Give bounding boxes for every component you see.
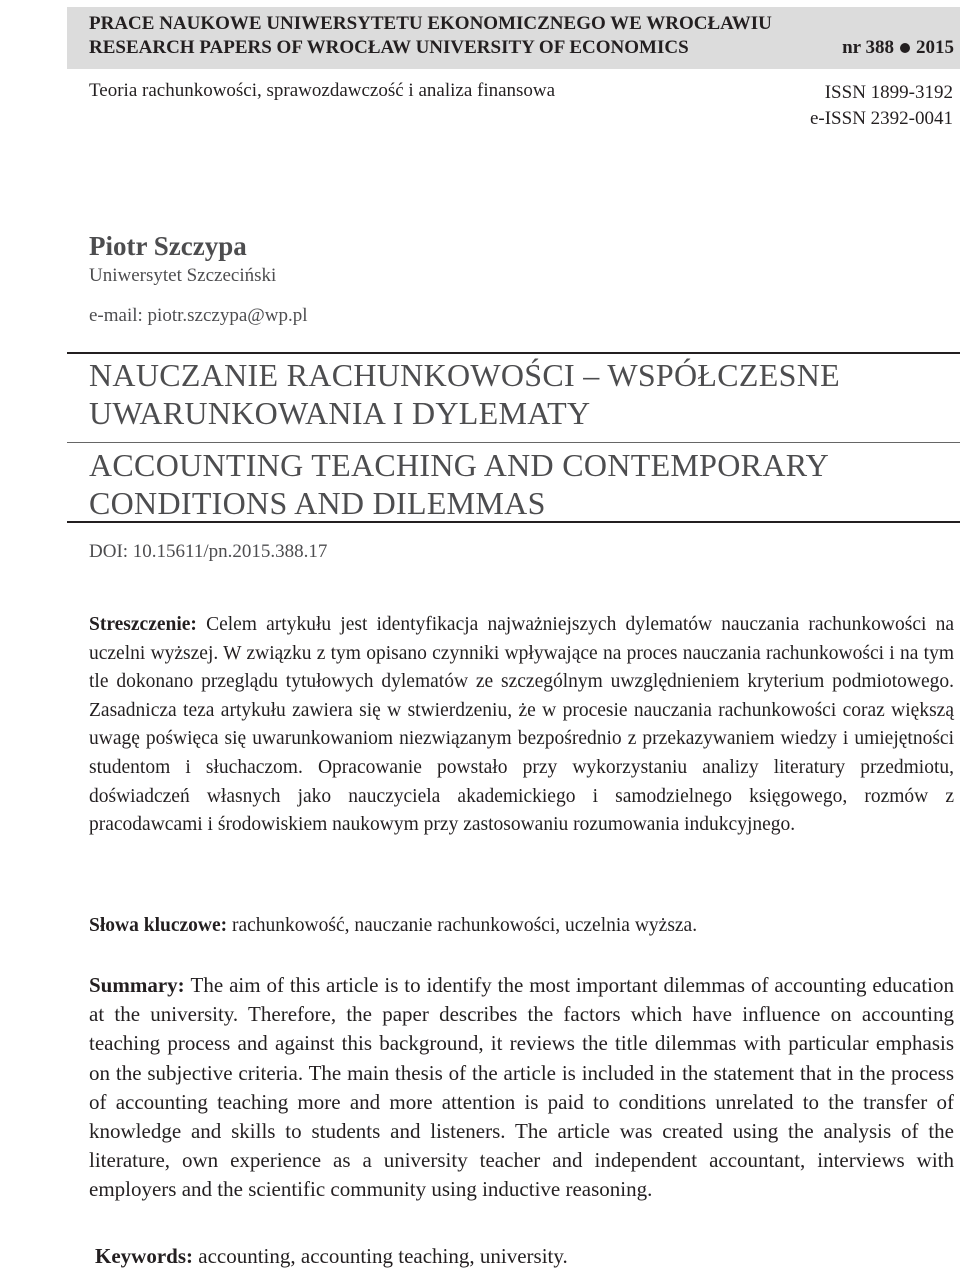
article-title-pl [89, 356, 840, 432]
keywords-pl-text: rachunkowość, nauczanie rachunkowości, uczelnia wyższa. [232, 915, 698, 936]
issue-number: nr 388 [842, 37, 894, 58]
bullet-icon [900, 43, 910, 53]
title-rule-top [67, 352, 960, 354]
keywords-en [95, 1242, 960, 1271]
title-en-line-1: ACCOUNTING TEACHING AND CONTEMPORARY [89, 447, 830, 483]
doi: DOI: 10.15611/pn.2015.388.17 [89, 541, 328, 562]
summary-en [89, 971, 954, 1205]
journal-name-en-row [89, 37, 954, 59]
author-affiliation: Uniwersytet Szczeciński [89, 265, 277, 286]
journal-name-pl: PRACE NAUKOWE UNIWERSYTETU EKONOMICZNEGO WE WROCŁAWIU [89, 13, 772, 34]
article-title-en [89, 446, 829, 522]
title-en-line-2: CONDITIONS AND DILEMMAS [89, 485, 546, 521]
series-title: Teoria rachunkowości, sprawozdawczość i analiza finansowa [89, 80, 556, 101]
author-email: e-mail: piotr.szczypa@wp.pl [89, 305, 308, 326]
abstract-pl-label: Streszczenie: [89, 614, 207, 635]
issn-block [810, 80, 953, 132]
issn: ISSN 1899-3192 [824, 82, 953, 103]
keywords-pl-label: Słowa kluczowe: [89, 915, 232, 936]
summary-label: Summary: [89, 973, 191, 997]
title-pl-line-1: NAUCZANIE RACHUNKOWOŚCI – WSPÓŁCZESNE [89, 357, 840, 393]
author-name: Piotr Szczypa [89, 231, 247, 261]
eissn: e-ISSN 2392-0041 [809, 108, 953, 129]
title-rule-middle [67, 442, 960, 443]
keywords-en-text: accounting, accounting teaching, university. [198, 1244, 568, 1268]
issue-info [842, 37, 954, 59]
issue-year: 2015 [916, 37, 954, 58]
keywords-en-label: Keywords: [95, 1244, 199, 1268]
abstract-pl-text: Celem artykułu jest identyfikacja najważniejszych dylematów nauczania rachunkowości na uczelni wyższej. W związku z tym opisano czynniki wpływające na proces nauczania rachunkowości i na tym tle dokonano przeglądu tytułowych dylematów ze szczególnym uwzględnieniem kryterium podmiotowego. Zasadnicza teza artykułu zawiera się w stwierdzeniu, że w procesie nauczania rachunkowości coraz większą uwagę poświęca się uwarunkowaniom niezwiązanym bezpośrednio z przekazywaniem wiedzy i umiejętności studentom i słuchaczom. Opracowanie powstało przy wykorzystaniu analizy literatury przedmiotu, doświadczeń własnych jako nauczyciela akademickiego i samodzielnego księgowego, rozmów z pracodawcami i środowiskiem naukowym przy zastosowaniu rozumowania indukcyjnego. [89, 614, 954, 836]
title-pl-line-2: UWARUNKOWANIA I DYLEMATY [89, 395, 591, 431]
abstract-pl [89, 611, 954, 840]
title-rule-bottom [67, 521, 960, 523]
summary-text: The aim of this article is to identify the most important dilemmas of accounting education at the university. Therefore, the paper describes the factors which have influence on accounting teaching process and against this background, it reviews the title dilemmas with particular emphasis on the subjective criteria. The main thesis of the article is included in the statement that in the process of accounting teaching more and more attention is paid to conditions unrelated to the transfer of knowledge and skills to students and listeners. The article was created using the analysis of the literature, own experience as a university teacher and independent accountant, interviews with employers and the scientific community using inductive reasoning. [89, 973, 954, 1202]
keywords-pl [89, 912, 954, 941]
journal-name-en: RESEARCH PAPERS OF WROCŁAW UNIVERSITY OF ECONOMICS [89, 37, 689, 58]
